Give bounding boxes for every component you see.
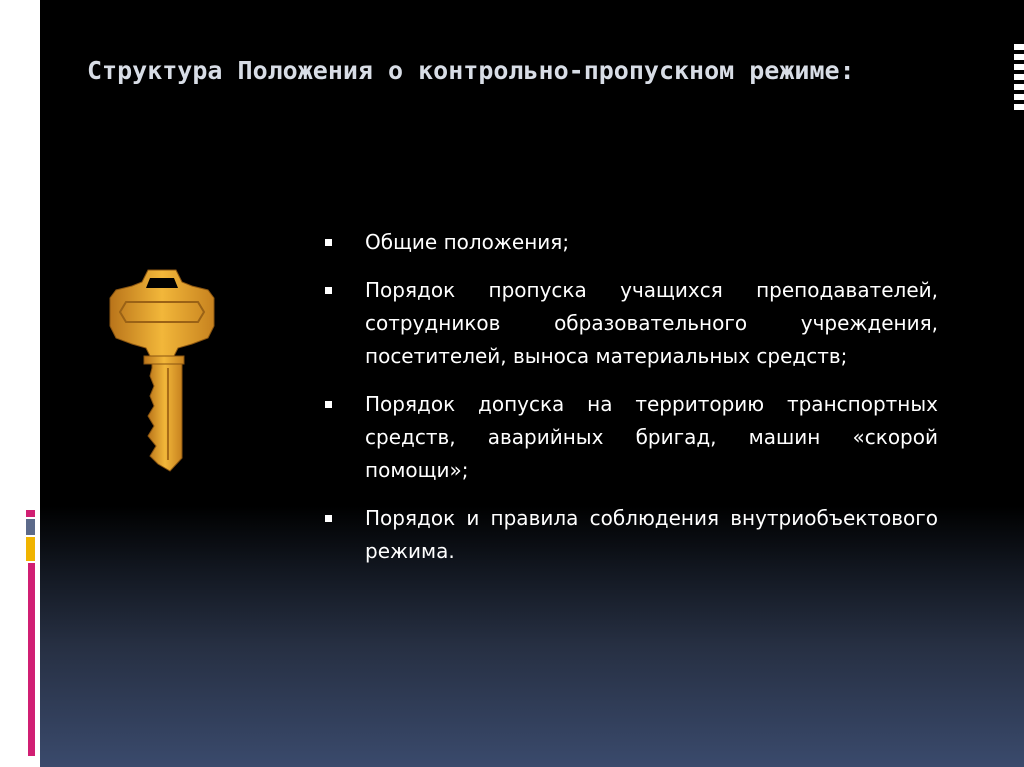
- bullet-icon: [325, 401, 332, 408]
- list-item-text: Общие положения;: [365, 230, 570, 254]
- list-item-text: Порядок пропуска учащихся преподавателей, сотрудников образовательного учреждения, посетителей, выноса материальных средств;: [365, 278, 938, 368]
- list-item: [322, 502, 938, 568]
- accent-bar-gray: [26, 519, 35, 535]
- slide-title: Структура Положения о контрольно-пропускном режиме:: [87, 56, 855, 85]
- accent-bar-pink-top: [26, 510, 35, 517]
- grid-lines-icon: [1014, 44, 1024, 118]
- left-margin: [0, 0, 40, 767]
- list-item-text: Порядок допуска на территорию транспортных средств, аварийных бригад, машин «скорой помощи»;: [365, 392, 938, 482]
- bullet-icon: [325, 287, 332, 294]
- accent-bar-pink: [28, 563, 35, 756]
- accent-bar-yellow: [26, 537, 35, 561]
- bullet-list: [322, 226, 938, 583]
- bullet-icon: [325, 239, 332, 246]
- list-item: [322, 274, 938, 373]
- list-item-text: Порядок и правила соблюдения внутриобъектового режима.: [365, 506, 938, 563]
- slide: [40, 0, 1024, 767]
- list-item: [322, 226, 938, 259]
- bullet-icon: [325, 515, 332, 522]
- key-icon: [108, 268, 216, 473]
- list-item: [322, 388, 938, 487]
